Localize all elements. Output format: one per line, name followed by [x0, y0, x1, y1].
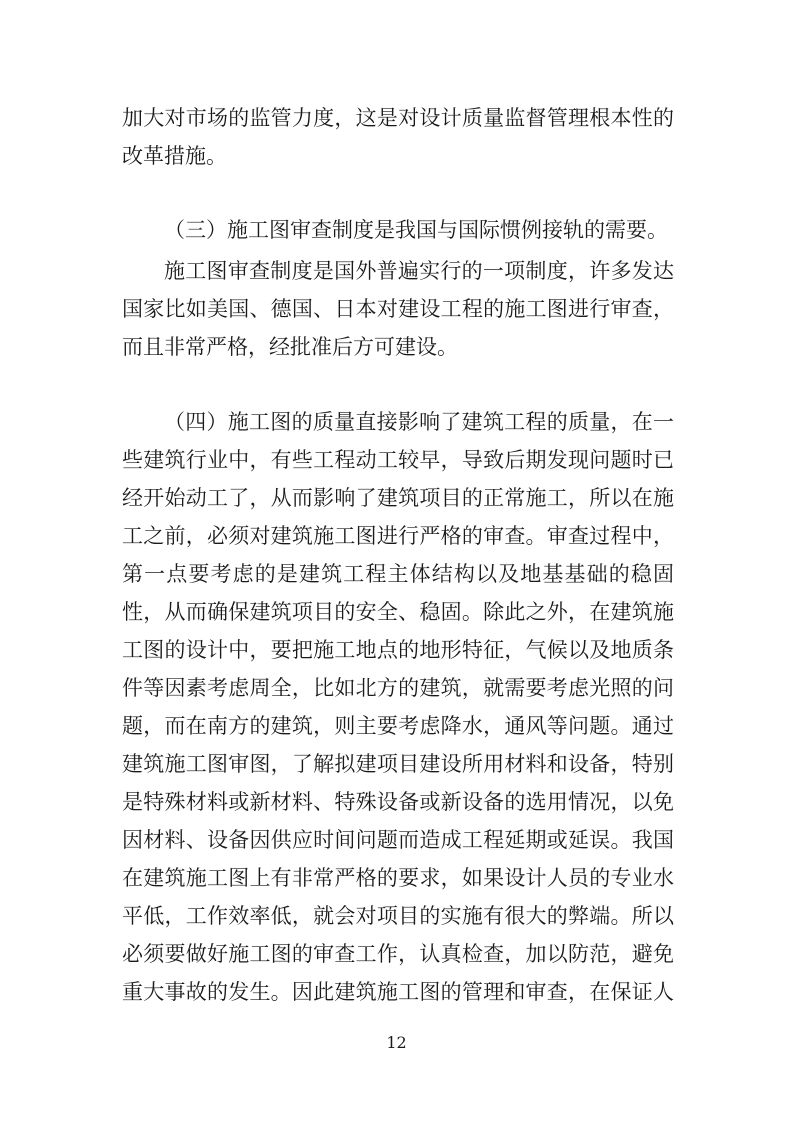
text-line: 件等因素考虑周全，比如北方的建筑，就需要考虑光照的问 — [122, 676, 674, 700]
text-line: 施工图审查制度是国外普遍实行的一项制度，许多发达 — [164, 259, 674, 283]
text-line: 国家比如美国、德国、日本对建设工程的施工图进行审查， — [122, 297, 674, 321]
text-line: 而且非常严格，经批准后方可建设。 — [122, 335, 458, 359]
text-line: 因材料、设备因供应时间问题而造成工程延期或延误。我国 — [122, 828, 674, 852]
text-line: 加大对市场的监管力度，这是对设计质量监督管理根本性的 — [122, 106, 674, 130]
text-line: 性，从而确保建筑项目的安全、稳固。除此之外，在建筑施 — [122, 600, 674, 624]
text-line: 必须要做好施工图的审查工作，认真检查，加以防范，避免 — [122, 942, 674, 966]
text-line: 经开始动工了，从而影响了建筑项目的正常施工，所以在施 — [122, 486, 674, 510]
text-line: 建筑施工图审图，了解拟建项目建设所用材料和设备，特别 — [122, 752, 674, 776]
text-line: 些建筑行业中，有些工程动工较早，导致后期发现问题时已 — [122, 448, 674, 472]
text-line: 第一点要考虑的是建筑工程主体结构以及地基基础的稳固 — [122, 562, 674, 586]
text-line: 是特殊材料或新材料、特殊设备或新设备的选用情况，以免 — [122, 790, 674, 814]
text-line: 平低，工作效率低，就会对项目的实施有很大的弊端。所以 — [122, 904, 674, 928]
page-number: 12 — [386, 1033, 407, 1052]
text-line: 改革措施。 — [122, 144, 227, 168]
text-line: 在建筑施工图上有非常严格的要求，如果设计人员的专业水 — [122, 866, 674, 890]
text-line: （四）施工图的质量直接影响了建筑工程的质量，在一 — [164, 410, 674, 434]
text-line: 题，而在南方的建筑，则主要考虑降水，通风等问题。通过 — [122, 714, 674, 738]
section-heading: （三）施工图审查制度是我国与国际惯例接轨的需要。 — [164, 218, 668, 242]
text-line: 工图的设计中，要把施工地点的地形特征，气候以及地质条 — [122, 638, 674, 662]
text-line: 重大事故的发生。因此建筑施工图的管理和审查，在保证人 — [122, 980, 674, 1004]
text-line: 工之前，必须对建筑施工图进行严格的审查。审查过程中， — [122, 524, 674, 548]
